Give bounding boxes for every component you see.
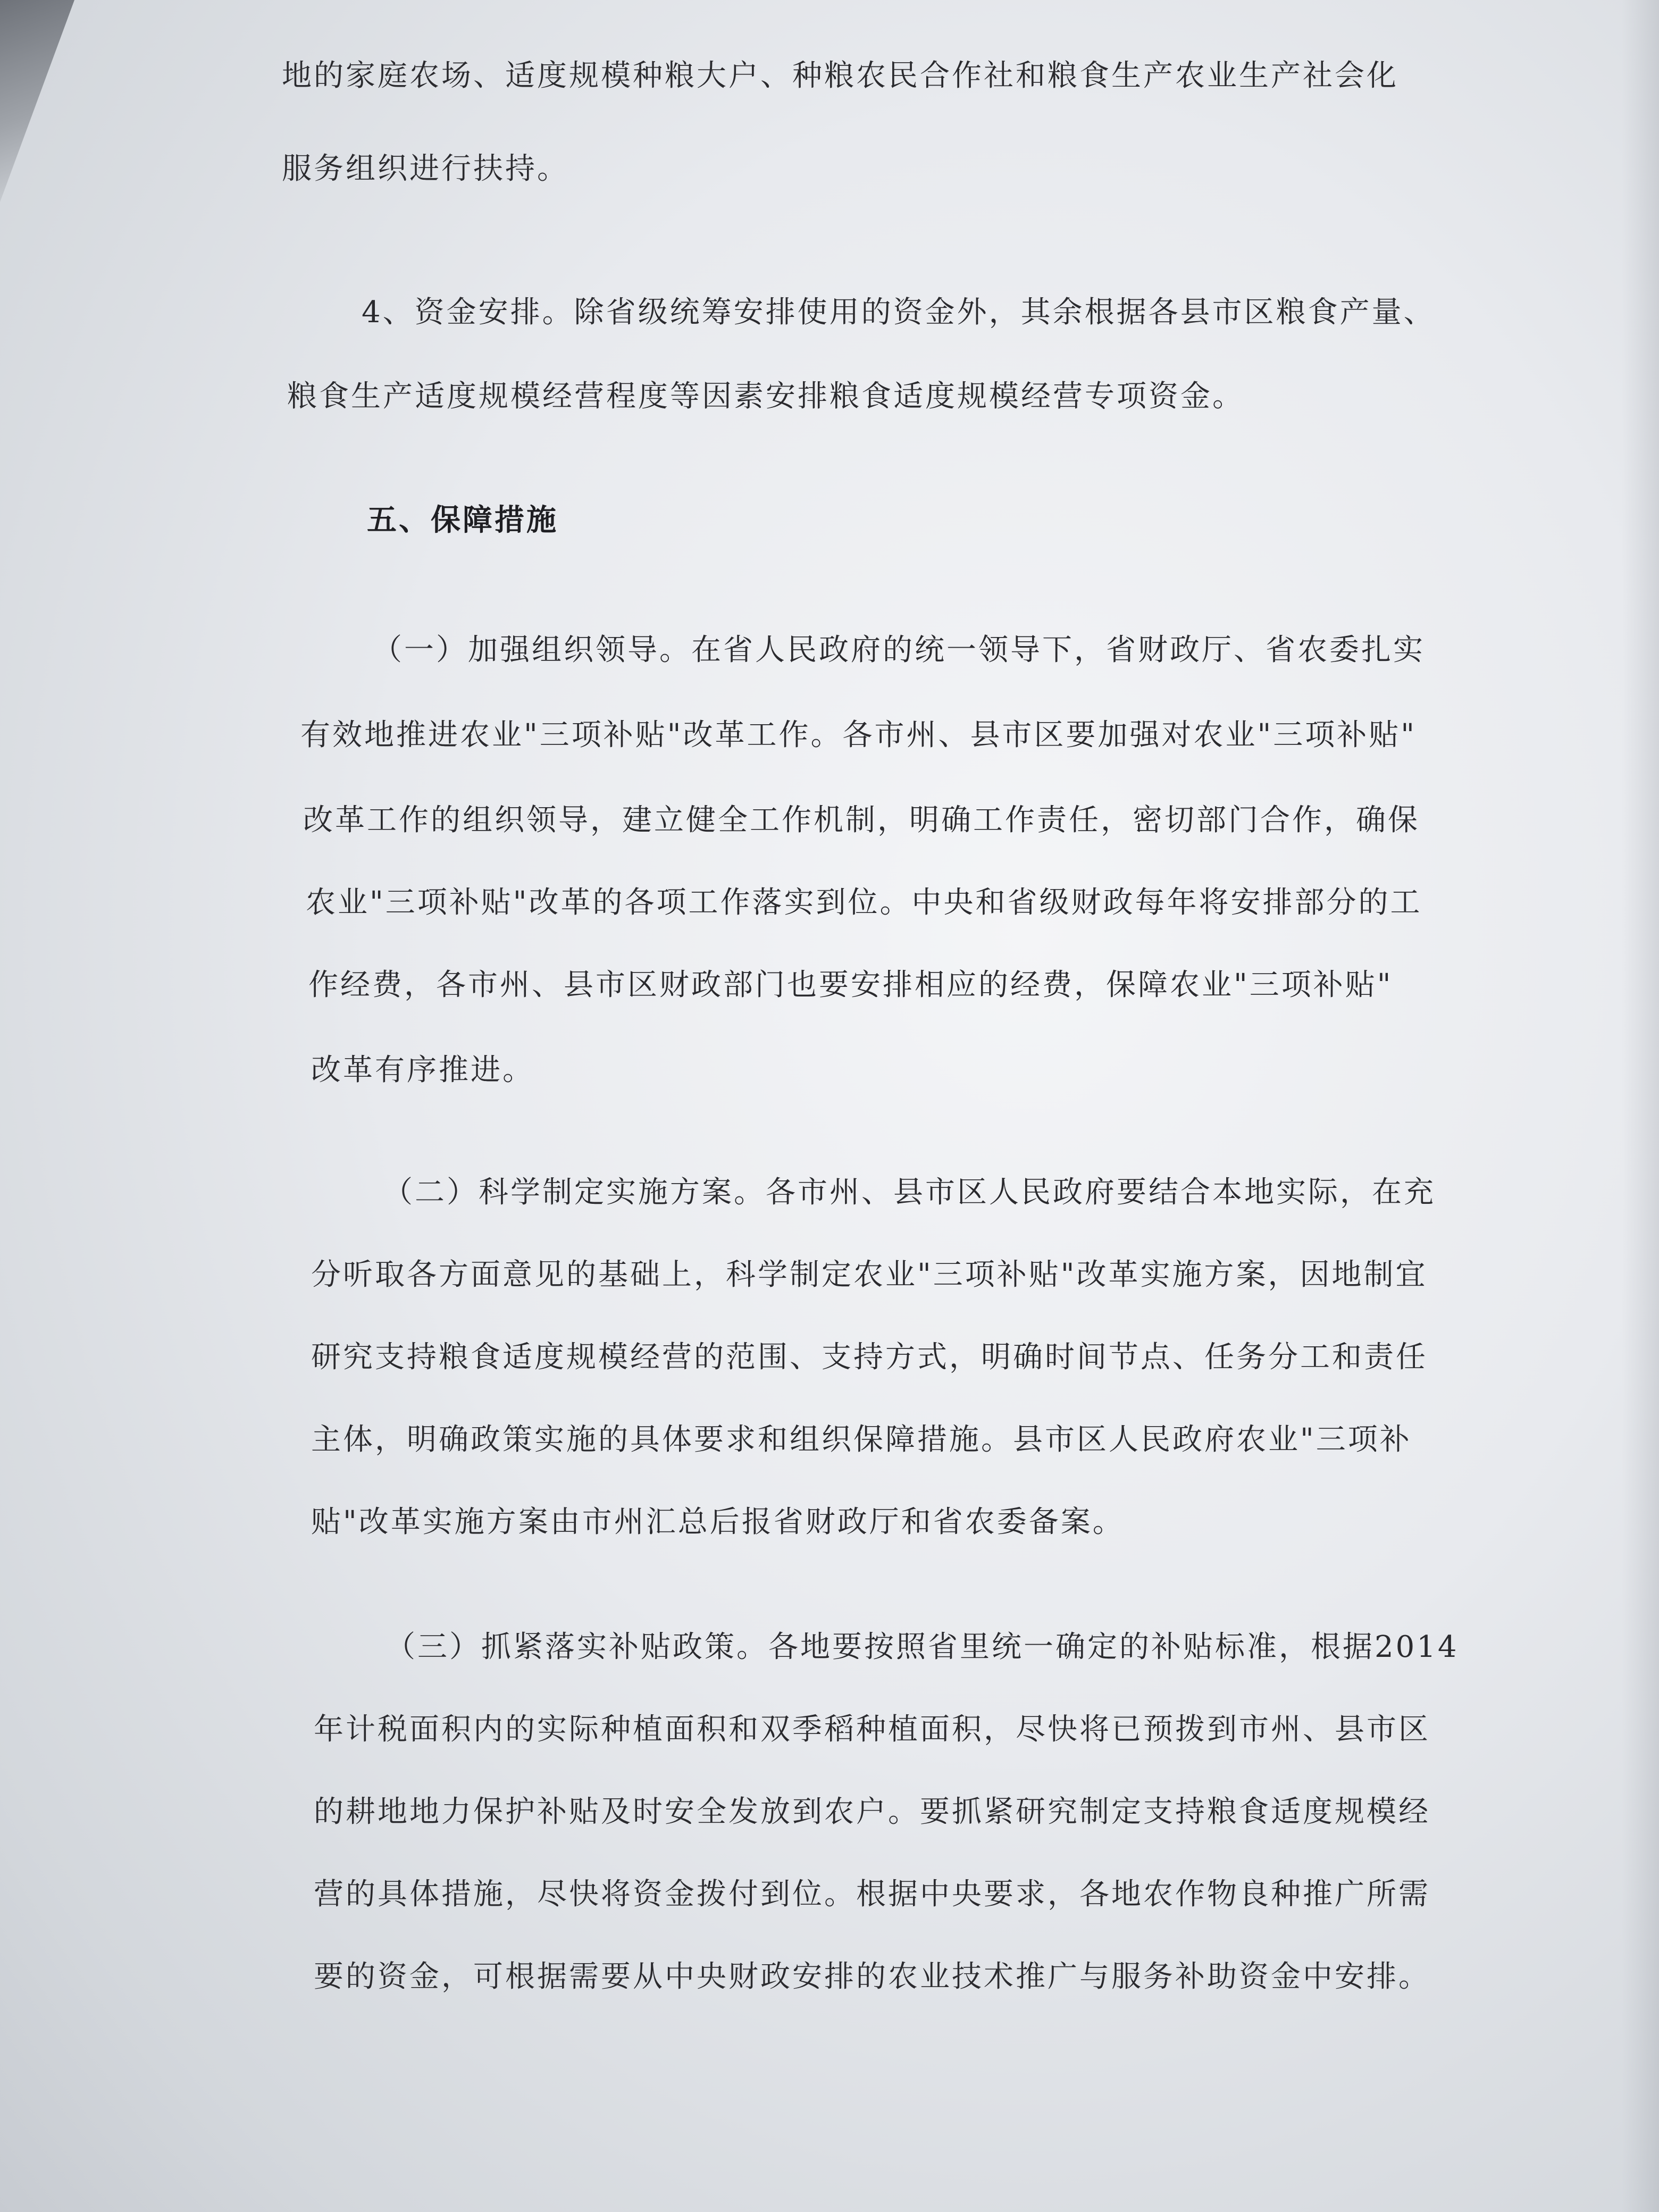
paragraph-line: 分听取各方面意见的基础上，科学制定农业"三项补贴"改革实施方案，因地制宜 [311, 1258, 1428, 1292]
paragraph-line: （一）加强组织领导。在省人民政府的统一领导下，省财政厅、省农委扎实 [372, 633, 1425, 667]
paragraph-line: 农业"三项补贴"改革的各项工作落实到位。中央和省级财政每年将安排部分的工 [306, 885, 1422, 920]
paragraph-line: 作经费，各市州、县市区财政部门也要安排相应的经费，保障农业"三项补贴" [308, 968, 1393, 1002]
page-edge-shadow [1622, 0, 1659, 2212]
paragraph-line: 改革有序推进。 [311, 1053, 534, 1087]
paragraph-line: 贴"改革实施方案由市州汇总后报省财政厅和省农委备案。 [311, 1505, 1125, 1539]
paragraph-line: 年计税面积内的实际种植面积和双季稻种植面积，尽快将已预拨到市州、县市区 [314, 1712, 1430, 1747]
paragraph-line: 改革工作的组织领导，建立健全工作机制，明确工作责任，密切部门合作，确保 [303, 803, 1420, 837]
paragraph-line: 粮食生产适度规模经营程度等因素安排粮食适度规模经营专项资金。 [287, 379, 1244, 414]
paragraph-line: 要的资金，可根据需要从中央财政安排的农业技术推广与服务补助资金中安排。 [314, 1959, 1430, 1994]
paragraph-line: 服务组织进行扶持。 [282, 152, 569, 186]
paragraph-line: 营的具体措施，尽快将资金拨付到位。根据中央要求，各地农作物良种推广所需 [314, 1877, 1430, 1912]
section-heading: 五、保障措施 [367, 502, 558, 538]
paragraph-line: 的耕地地力保护补贴及时安全发放到农户。要抓紧研究制定支持粮食适度规模经 [314, 1795, 1430, 1829]
paragraph-line: 研究支持粮食适度规模经营的范围、支持方式，明确时间节点、任务分工和责任 [311, 1340, 1428, 1375]
paragraph-line: 4、资金安排。除省级统筹安排使用的资金外，其余根据各县市区粮食产量、 [362, 295, 1436, 330]
paragraph-line: 地的家庭农场、适度规模种粮大户、种粮农民合作社和粮食生产农业生产社会化 [282, 58, 1398, 93]
paragraph-line: 有效地推进农业"三项补贴"改革工作。各市州、县市区要加强对农业"三项补贴" [300, 718, 1417, 752]
paragraph-line: （二）科学制定实施方案。各市州、县市区人民政府要结合本地实际，在充 [383, 1175, 1436, 1210]
paragraph-line: 主体，明确政策实施的具体要求和组织保障措施。县市区人民政府农业"三项补 [311, 1422, 1412, 1457]
paragraph-line: （三）抓紧落实补贴政策。各地要按照省里统一确定的补贴标准，根据2014 [386, 1630, 1459, 1664]
